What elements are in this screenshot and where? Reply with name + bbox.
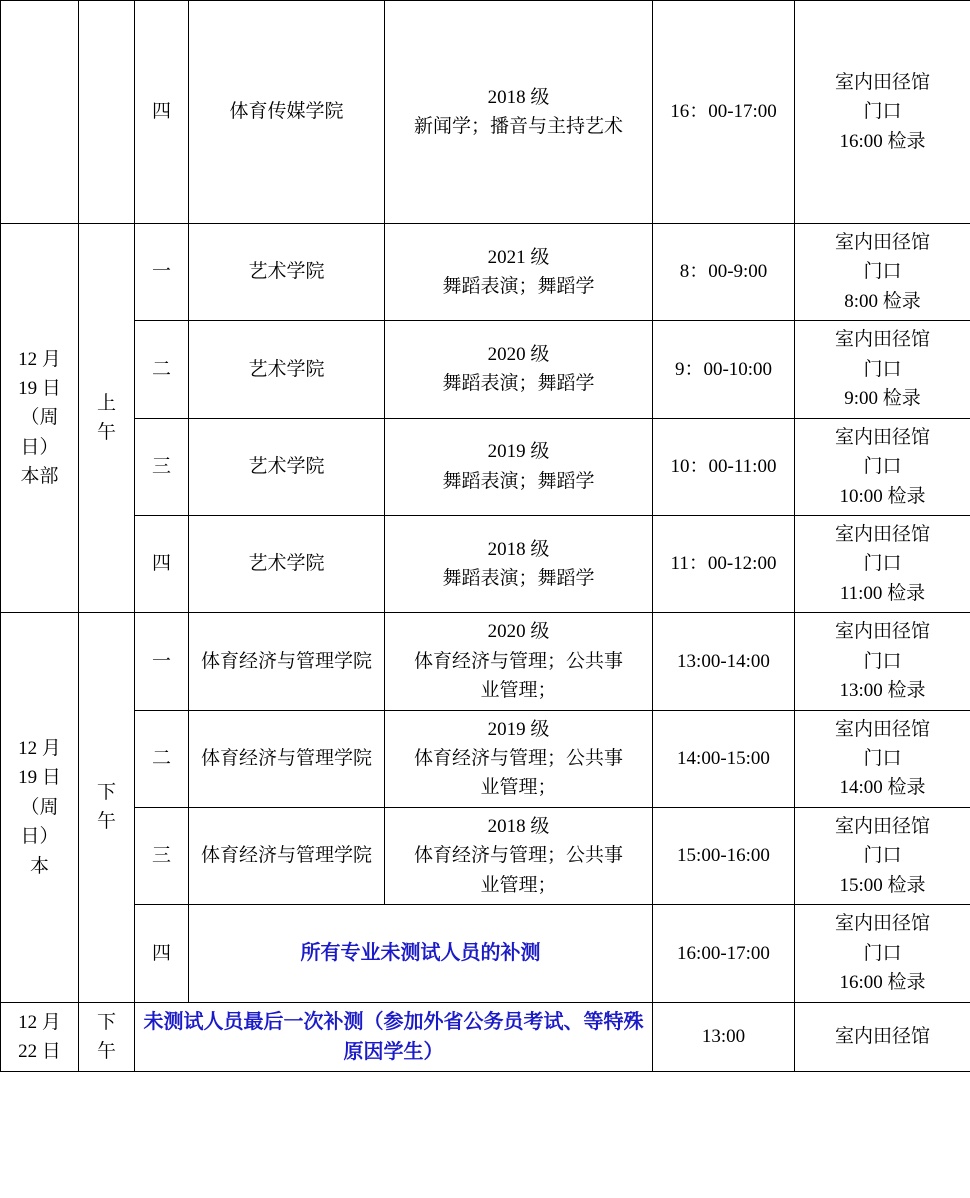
final-makeup-bold-text: 未测试人员最后一次补测: [143, 1010, 364, 1033]
order-cell: 一: [135, 613, 189, 710]
half-cell-morning: [79, 224, 135, 613]
half-cell-afternoon: [79, 613, 135, 1002]
place-line: 室内田径馆: [834, 523, 930, 545]
date-line: 12 月: [18, 737, 61, 759]
place-line: 门口: [863, 358, 902, 380]
date-line: 12 月: [18, 348, 61, 370]
major-cell: [385, 515, 653, 612]
place-cell: 室内田径馆: [795, 1002, 970, 1072]
final-makeup-note-cell: [135, 1002, 653, 1072]
major-line: 2019 级: [487, 441, 550, 463]
half-line: 午: [96, 1040, 116, 1062]
date-cell-dec19-am: [1, 224, 79, 613]
place-line: 14:00 检录: [839, 777, 926, 799]
place-line: 13:00 检录: [839, 680, 926, 702]
place-line: 室内田径馆: [834, 232, 930, 253]
place-line: 室内田径馆: [834, 329, 930, 351]
major-cell: [385, 418, 653, 515]
college-cell: 艺术学院: [189, 515, 385, 612]
table-row: [1, 321, 970, 418]
place-line: 9:00 检录: [844, 388, 921, 410]
makeup-note-cell: [189, 905, 653, 1002]
half-line: 下: [96, 781, 116, 803]
major-line: 业管理；: [480, 874, 557, 896]
major-line: 2018 级: [487, 86, 550, 108]
major-line: 业管理；: [480, 680, 557, 702]
half-line: 午: [96, 422, 116, 444]
major-line: 2019 级: [487, 718, 550, 740]
place-cell: [795, 1, 970, 224]
place-cell: [795, 807, 970, 904]
place-line: 门口: [863, 650, 902, 672]
place-line: 门口: [863, 845, 902, 867]
major-line: 2018 级: [487, 538, 550, 560]
date-line: 22 日: [18, 1040, 61, 1062]
major-line: 体育经济与管理；公共事: [413, 748, 623, 769]
date-cell-dec22: [1, 1002, 79, 1072]
order-cell: 三: [135, 418, 189, 515]
place-line: 门口: [863, 101, 902, 123]
half-cell-afternoon: [79, 1002, 135, 1072]
major-cell: [385, 710, 653, 807]
major-line: 舞蹈表演；舞蹈学: [442, 470, 595, 492]
time-cell: 13:00: [653, 1002, 795, 1072]
time-cell: 16：00-17:00: [653, 1, 795, 224]
date-line: 19 日: [18, 767, 61, 789]
table-row: [1, 1, 970, 224]
college-cell: 艺术学院: [189, 224, 385, 321]
date-line: （周: [20, 796, 59, 818]
major-line: 2020 级: [487, 344, 550, 366]
place-line: 15:00 检录: [839, 874, 926, 896]
college-cell: 艺术学院: [189, 321, 385, 418]
place-line: 11:00 检录: [839, 582, 926, 604]
place-line: 16:00 检录: [839, 972, 926, 994]
place-line: 室内田径馆: [834, 815, 930, 837]
date-line: 日）: [20, 436, 59, 458]
table-row: [1, 418, 970, 515]
date-line: 19 日: [18, 377, 61, 399]
half-line: 午: [96, 811, 116, 833]
table-row: [1, 224, 970, 321]
major-cell: [385, 1, 653, 224]
date-line: 日）: [20, 826, 59, 848]
half-cell-continued: [79, 1, 135, 224]
place-line: 室内田径馆: [834, 718, 930, 740]
table-row: [1, 710, 970, 807]
college-cell: 体育经济与管理学院: [189, 807, 385, 904]
major-line: 舞蹈表演；舞蹈学: [442, 373, 595, 395]
major-cell: [385, 224, 653, 321]
place-line: 室内田径馆: [834, 426, 930, 448]
place-line: 门口: [863, 456, 902, 478]
major-line: 体育经济与管理；公共事: [413, 845, 623, 867]
major-cell: [385, 807, 653, 904]
college-cell: 体育传媒学院: [189, 1, 385, 224]
order-cell: 四: [135, 1, 189, 224]
major-line: 体育经济与管理；公共事: [413, 650, 623, 672]
date-cell-continued: [1, 1, 79, 224]
half-line: 下: [96, 1011, 116, 1033]
date-cell-dec19-pm: [1, 613, 79, 1002]
time-cell: 16:00-17:00: [653, 905, 795, 1002]
place-line: 室内田径馆: [834, 913, 930, 935]
college-cell: 艺术学院: [189, 418, 385, 515]
makeup-note-text: 所有专业未测试人员的补测: [300, 941, 541, 964]
major-cell: [385, 613, 653, 710]
order-cell: 一: [135, 224, 189, 321]
major-line: 舞蹈表演；舞蹈学: [442, 276, 595, 298]
place-cell: [795, 224, 970, 321]
college-cell: 体育经济与管理学院: [189, 613, 385, 710]
time-cell: 9：00-10:00: [653, 321, 795, 418]
major-line: 2018 级: [487, 815, 550, 837]
place-cell: [795, 515, 970, 612]
place-line: 门口: [863, 261, 902, 283]
date-line: 本: [29, 855, 49, 877]
table-row: [1, 1002, 970, 1072]
place-line: 门口: [863, 942, 902, 964]
time-cell: 8：00-9:00: [653, 224, 795, 321]
date-line: 本部: [20, 466, 59, 488]
time-cell: 11：00-12:00: [653, 515, 795, 612]
place-line: 16:00 检录: [839, 130, 926, 152]
major-line: 业管理；: [480, 777, 557, 799]
time-cell: 10：00-11:00: [653, 418, 795, 515]
order-cell: 三: [135, 807, 189, 904]
table-row: [1, 807, 970, 904]
date-line: 12 月: [18, 1011, 61, 1033]
time-cell: 14:00-15:00: [653, 710, 795, 807]
table-row: [1, 515, 970, 612]
place-line: 8:00 检录: [844, 290, 921, 312]
place-cell: [795, 418, 970, 515]
time-cell: 15:00-16:00: [653, 807, 795, 904]
major-line: 舞蹈表演；舞蹈学: [442, 568, 595, 590]
major-line: 2020 级: [487, 621, 550, 643]
place-cell: [795, 905, 970, 1002]
major-cell: [385, 321, 653, 418]
place-cell: [795, 321, 970, 418]
time-cell: 13:00-14:00: [653, 613, 795, 710]
major-line: 2021 级: [487, 246, 550, 268]
place-line: 门口: [863, 748, 902, 769]
college-cell: 体育经济与管理学院: [189, 710, 385, 807]
place-line: 门口: [863, 553, 902, 575]
table-row: [1, 613, 970, 710]
place-line: 室内田径馆: [834, 71, 930, 93]
order-cell: 二: [135, 321, 189, 418]
date-line: （周: [20, 407, 59, 429]
place-cell: [795, 613, 970, 710]
place-line: 10:00 检录: [839, 485, 926, 507]
table-row: [1, 905, 970, 1002]
order-cell: 二: [135, 710, 189, 807]
major-line: 新闻学；播音与主持艺术: [413, 116, 623, 137]
order-cell: 四: [135, 905, 189, 1002]
final-makeup-paren-text: （参加外省公务员考试、等特殊原因学生）: [343, 1010, 644, 1063]
half-line: 上: [96, 392, 116, 414]
place-cell: [795, 710, 970, 807]
place-line: 室内田径馆: [834, 621, 930, 643]
order-cell: 四: [135, 515, 189, 612]
